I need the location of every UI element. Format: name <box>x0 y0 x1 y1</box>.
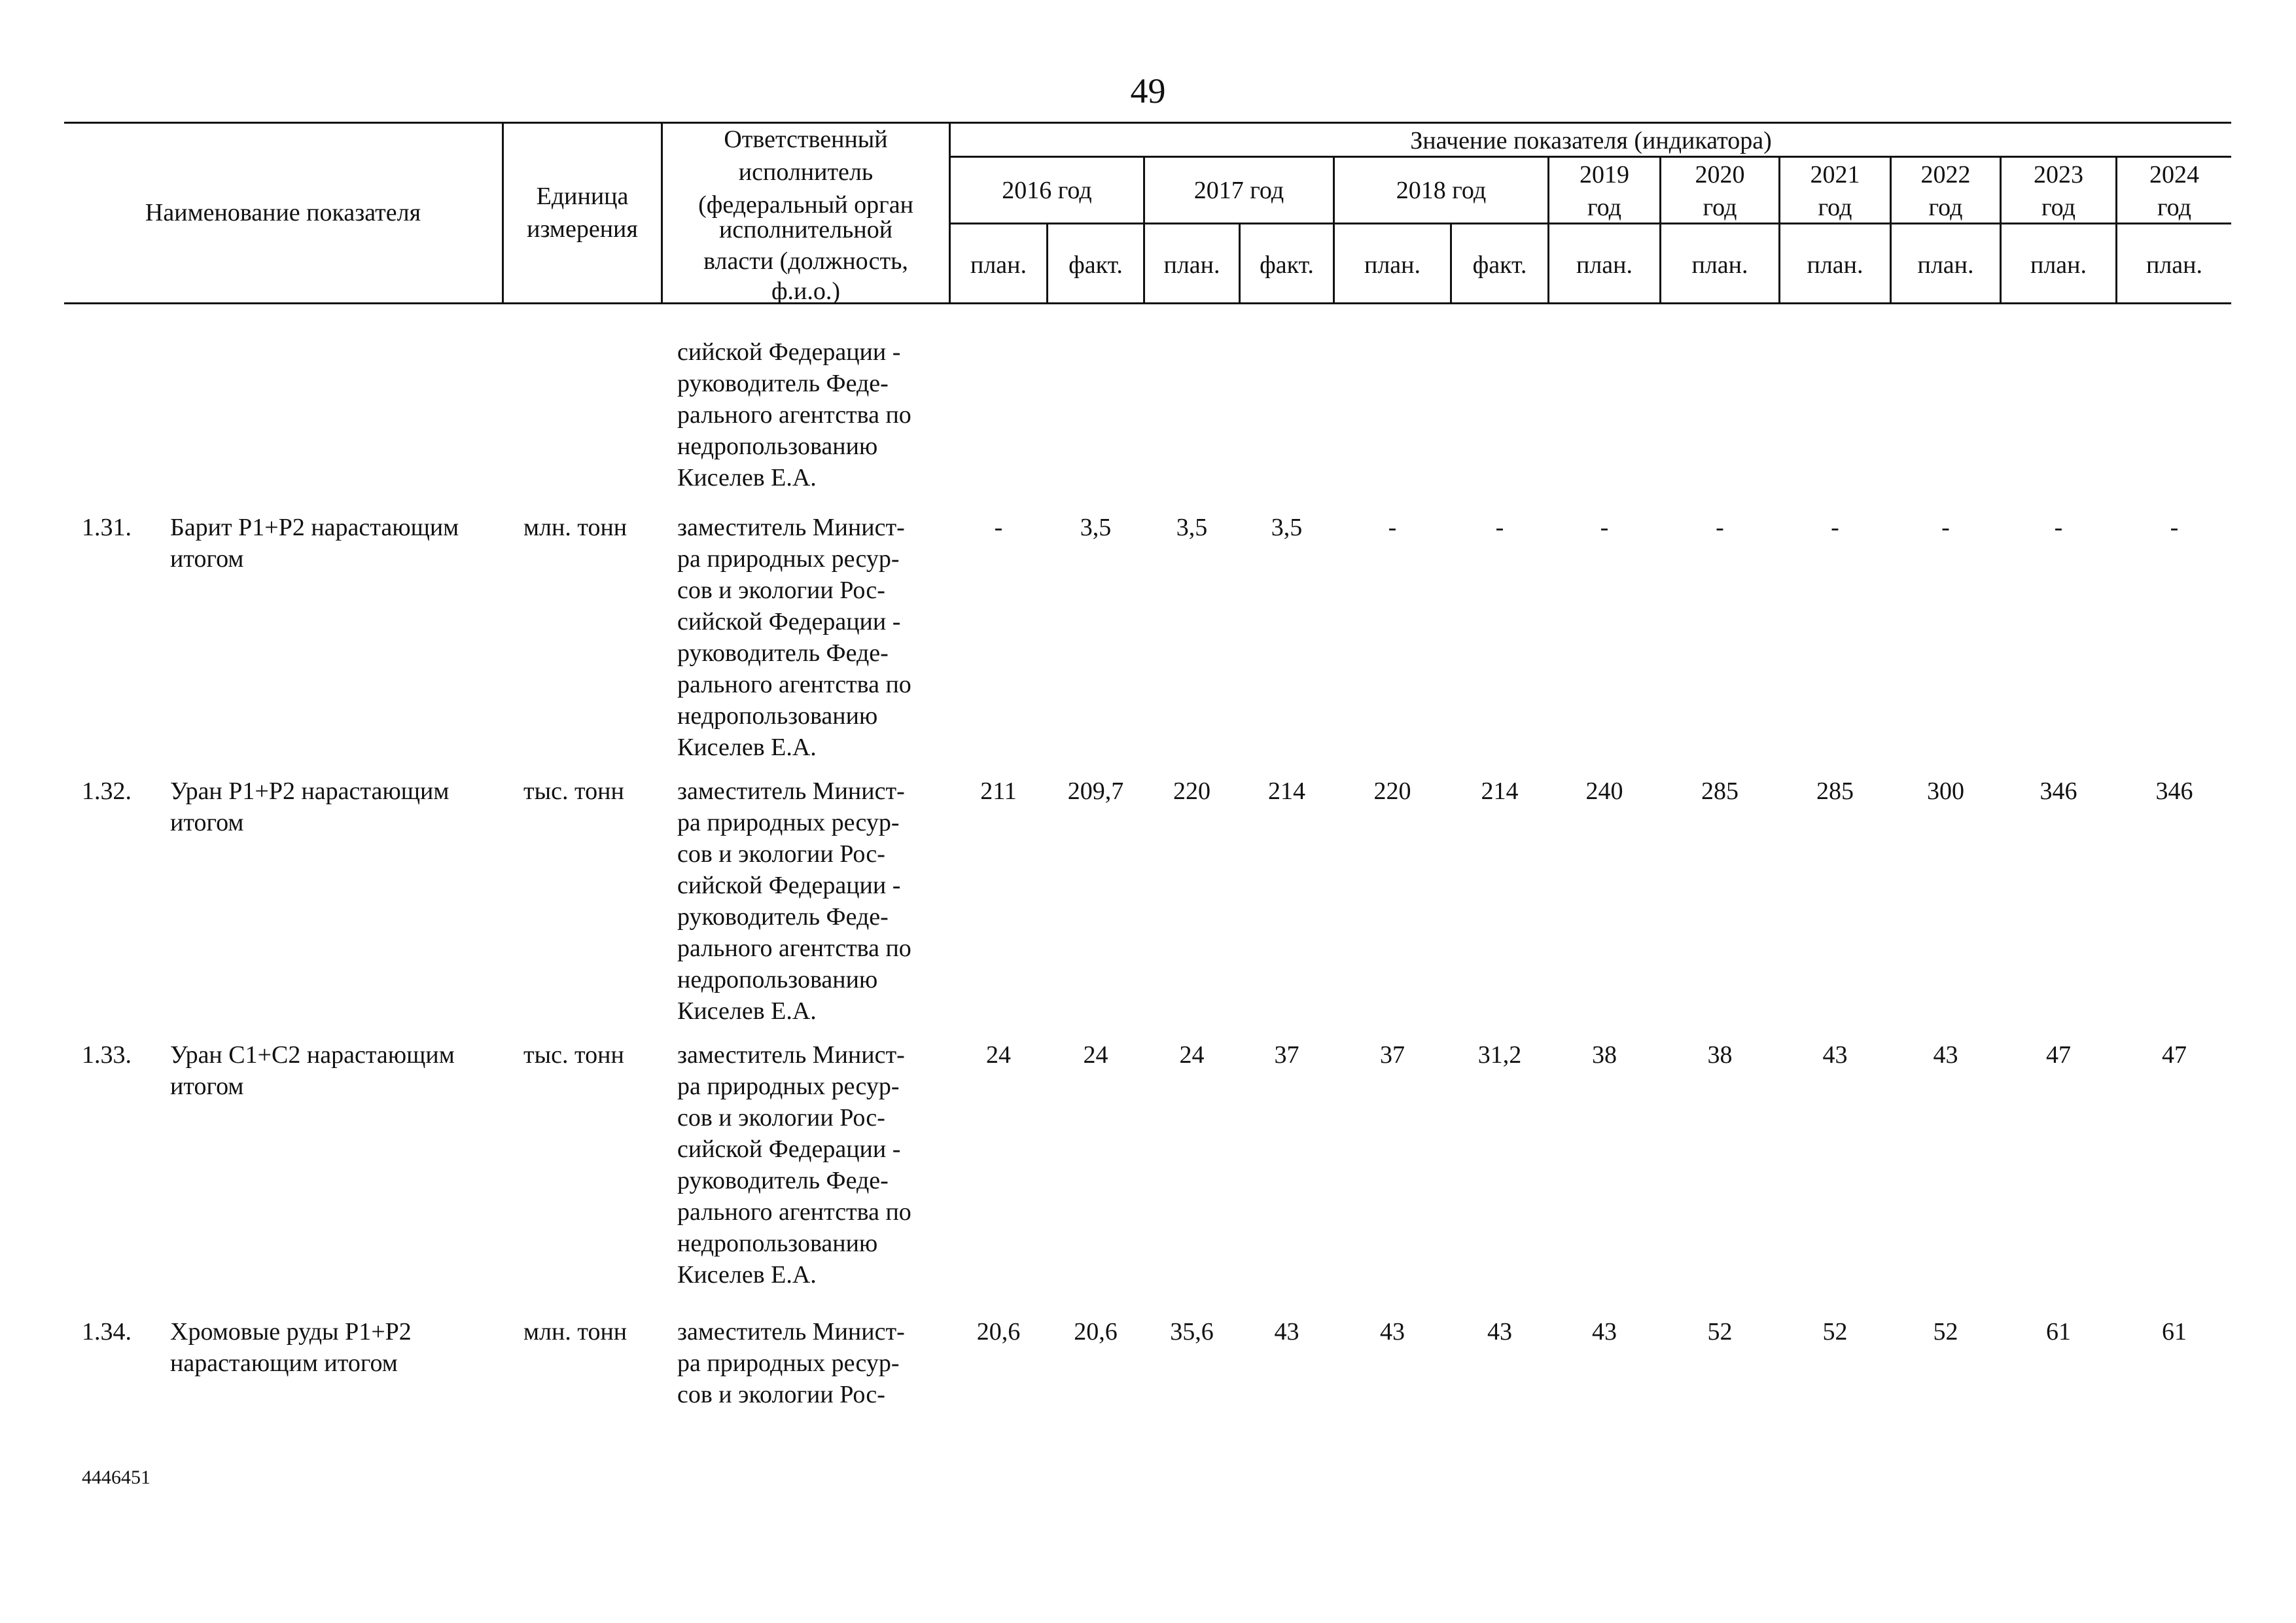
row-value: 38 <box>1707 1041 1733 1069</box>
row-name: Уран P1+P2 нарастающим итогом <box>170 777 450 836</box>
row-value: - <box>1831 514 1839 541</box>
row-value: 35,6 <box>1170 1318 1214 1346</box>
row-value: 209,7 <box>1067 777 1124 805</box>
row-value: 214 <box>1268 777 1305 805</box>
row-value: 38 <box>1592 1041 1617 1069</box>
row-number: 1.33. <box>82 1041 132 1069</box>
row-value: - <box>1941 514 1950 541</box>
row-value: 31,2 <box>1477 1041 1522 1069</box>
row-value: 47 <box>2162 1041 2187 1069</box>
row-value: 61 <box>2162 1318 2187 1346</box>
row-value: 52 <box>1707 1318 1733 1346</box>
header-top-rule <box>64 122 2231 124</box>
row-value: 346 <box>2155 777 2193 805</box>
row-value: 43 <box>1822 1041 1848 1069</box>
header-bottom-rule <box>64 302 2231 304</box>
header-sub: план. <box>2146 251 2202 279</box>
row-value: 285 <box>1701 777 1739 805</box>
header-resp-line: власти (должность, <box>703 247 908 275</box>
row-value: 61 <box>2046 1318 2071 1346</box>
row-value: 43 <box>1487 1318 1512 1346</box>
row-unit: млн. тонн <box>523 514 627 541</box>
header-sub: факт. <box>1069 251 1123 279</box>
header-resp-line: исполнительной <box>718 216 893 243</box>
row-value: 47 <box>2046 1041 2071 1069</box>
header-unit-line1: Единица <box>536 183 629 210</box>
row-number: 1.32. <box>82 777 132 805</box>
row-unit: тыс. тонн <box>523 777 624 805</box>
header-year-2020: 2020 <box>1695 161 1745 188</box>
row-value: - <box>1495 514 1504 541</box>
document-code: 4446451 <box>82 1467 150 1488</box>
row-value: 3,5 <box>1080 514 1112 541</box>
header-year-2024: 2024 <box>2149 161 2199 188</box>
row-unit: тыс. тонн <box>523 1041 624 1069</box>
row-value: 3,5 <box>1271 514 1303 541</box>
row-value: - <box>994 514 1003 541</box>
row-value: 3,5 <box>1176 514 1208 541</box>
row-unit: млн. тонн <box>523 1318 627 1346</box>
header-sub: план. <box>2030 251 2087 279</box>
row-value: 20,6 <box>1074 1318 1118 1346</box>
row-value: 214 <box>1481 777 1519 805</box>
row-number: 1.31. <box>82 514 132 541</box>
header-name: Наименование показателя <box>145 199 421 226</box>
header-unit-line2: измерения <box>527 215 638 243</box>
continuation-text: сийской Федерации - руководитель Феде- рального агентства по недропользованию Киселев Е.А. <box>677 338 911 491</box>
header-sub: факт. <box>1472 251 1527 279</box>
row-responsible: заместитель Минист- ра природных ресур- сов и экологии Рос- сийской Федерации - руководитель Феде- рального агентства по недропользованию Киселев Е.А. <box>677 514 911 761</box>
header-year-2022: 2022 <box>1920 161 1971 188</box>
header-resp-line: исполнитель <box>738 158 874 186</box>
row-value: - <box>1388 514 1397 541</box>
header-year-2023: 2023 <box>2034 161 2083 188</box>
header-sub: план. <box>1364 251 1421 279</box>
row-value: 43 <box>1274 1318 1299 1346</box>
header-resp-line: Ответственный <box>724 126 888 153</box>
row-value: 285 <box>1816 777 1854 805</box>
row-value: - <box>1600 514 1609 541</box>
header-year-2021: 2021 <box>1810 161 1860 188</box>
row-value: 43 <box>1592 1318 1617 1346</box>
header-sub: план. <box>1576 251 1633 279</box>
header-year-2018: 2018 год <box>1396 177 1487 204</box>
row-value: - <box>2054 514 2063 541</box>
row-responsible: заместитель Минист- ра природных ресур- сов и экологии Рос- <box>677 1318 905 1408</box>
row-value: 346 <box>2040 777 2077 805</box>
header-year-word: год <box>2157 194 2191 221</box>
header-year-2016: 2016 год <box>1002 177 1092 204</box>
row-value: 24 <box>1083 1041 1108 1069</box>
row-value: 43 <box>1380 1318 1405 1346</box>
header-year-word: год <box>2041 194 2075 221</box>
row-value: 211 <box>980 777 1017 805</box>
row-number: 1.34. <box>82 1318 132 1346</box>
header-sub: план. <box>1691 251 1748 279</box>
header-year-2017: 2017 год <box>1193 177 1284 204</box>
row-value: 52 <box>1933 1318 1958 1346</box>
row-value: 24 <box>986 1041 1011 1069</box>
row-value: 37 <box>1274 1041 1299 1069</box>
header-resp-line: ф.и.о.) <box>771 277 841 305</box>
row-name: Уран C1+C2 нарастающим итогом <box>170 1041 455 1100</box>
header-year-word: год <box>1703 194 1737 221</box>
row-value: 20,6 <box>976 1318 1021 1346</box>
page-number: 49 <box>1130 71 1166 111</box>
row-value: 52 <box>1822 1318 1848 1346</box>
header-values-group: Значение показателя (индикатора) <box>1410 127 1772 154</box>
row-name: Хромовые руды P1+P2 нарастающим итогом <box>170 1318 412 1377</box>
row-value: 37 <box>1380 1041 1405 1069</box>
row-value: 43 <box>1933 1041 1958 1069</box>
row-value: 240 <box>1585 777 1623 805</box>
row-name: Барит P1+P2 нарастающим итогом <box>170 514 459 573</box>
row-value: 300 <box>1927 777 1964 805</box>
row-responsible: заместитель Минист- ра природных ресур- сов и экологии Рос- сийской Федерации - руководитель Феде- рального агентства по недропользованию Киселев Е.А. <box>677 1041 911 1289</box>
header-sub: план. <box>1163 251 1220 279</box>
header-resp-line: (федеральный орган <box>698 191 913 219</box>
header-year-word: год <box>1818 194 1852 221</box>
header-sub: факт. <box>1260 251 1314 279</box>
header-sub: план. <box>1807 251 1863 279</box>
header-sub: план. <box>970 251 1027 279</box>
row-value: - <box>2170 514 2179 541</box>
row-value: 24 <box>1179 1041 1205 1069</box>
header-year-word: год <box>1587 194 1621 221</box>
row-value: 220 <box>1173 777 1210 805</box>
row-value: 220 <box>1373 777 1411 805</box>
row-responsible: заместитель Минист- ра природных ресур- сов и экологии Рос- сийской Федерации - руководитель Феде- рального агентства по недропользованию Киселев Е.А. <box>677 777 911 1025</box>
header-year-word: год <box>1928 194 1963 221</box>
header-year-2019: 2019 <box>1580 161 1629 188</box>
header-sub: план. <box>1917 251 1974 279</box>
row-value: - <box>1716 514 1724 541</box>
